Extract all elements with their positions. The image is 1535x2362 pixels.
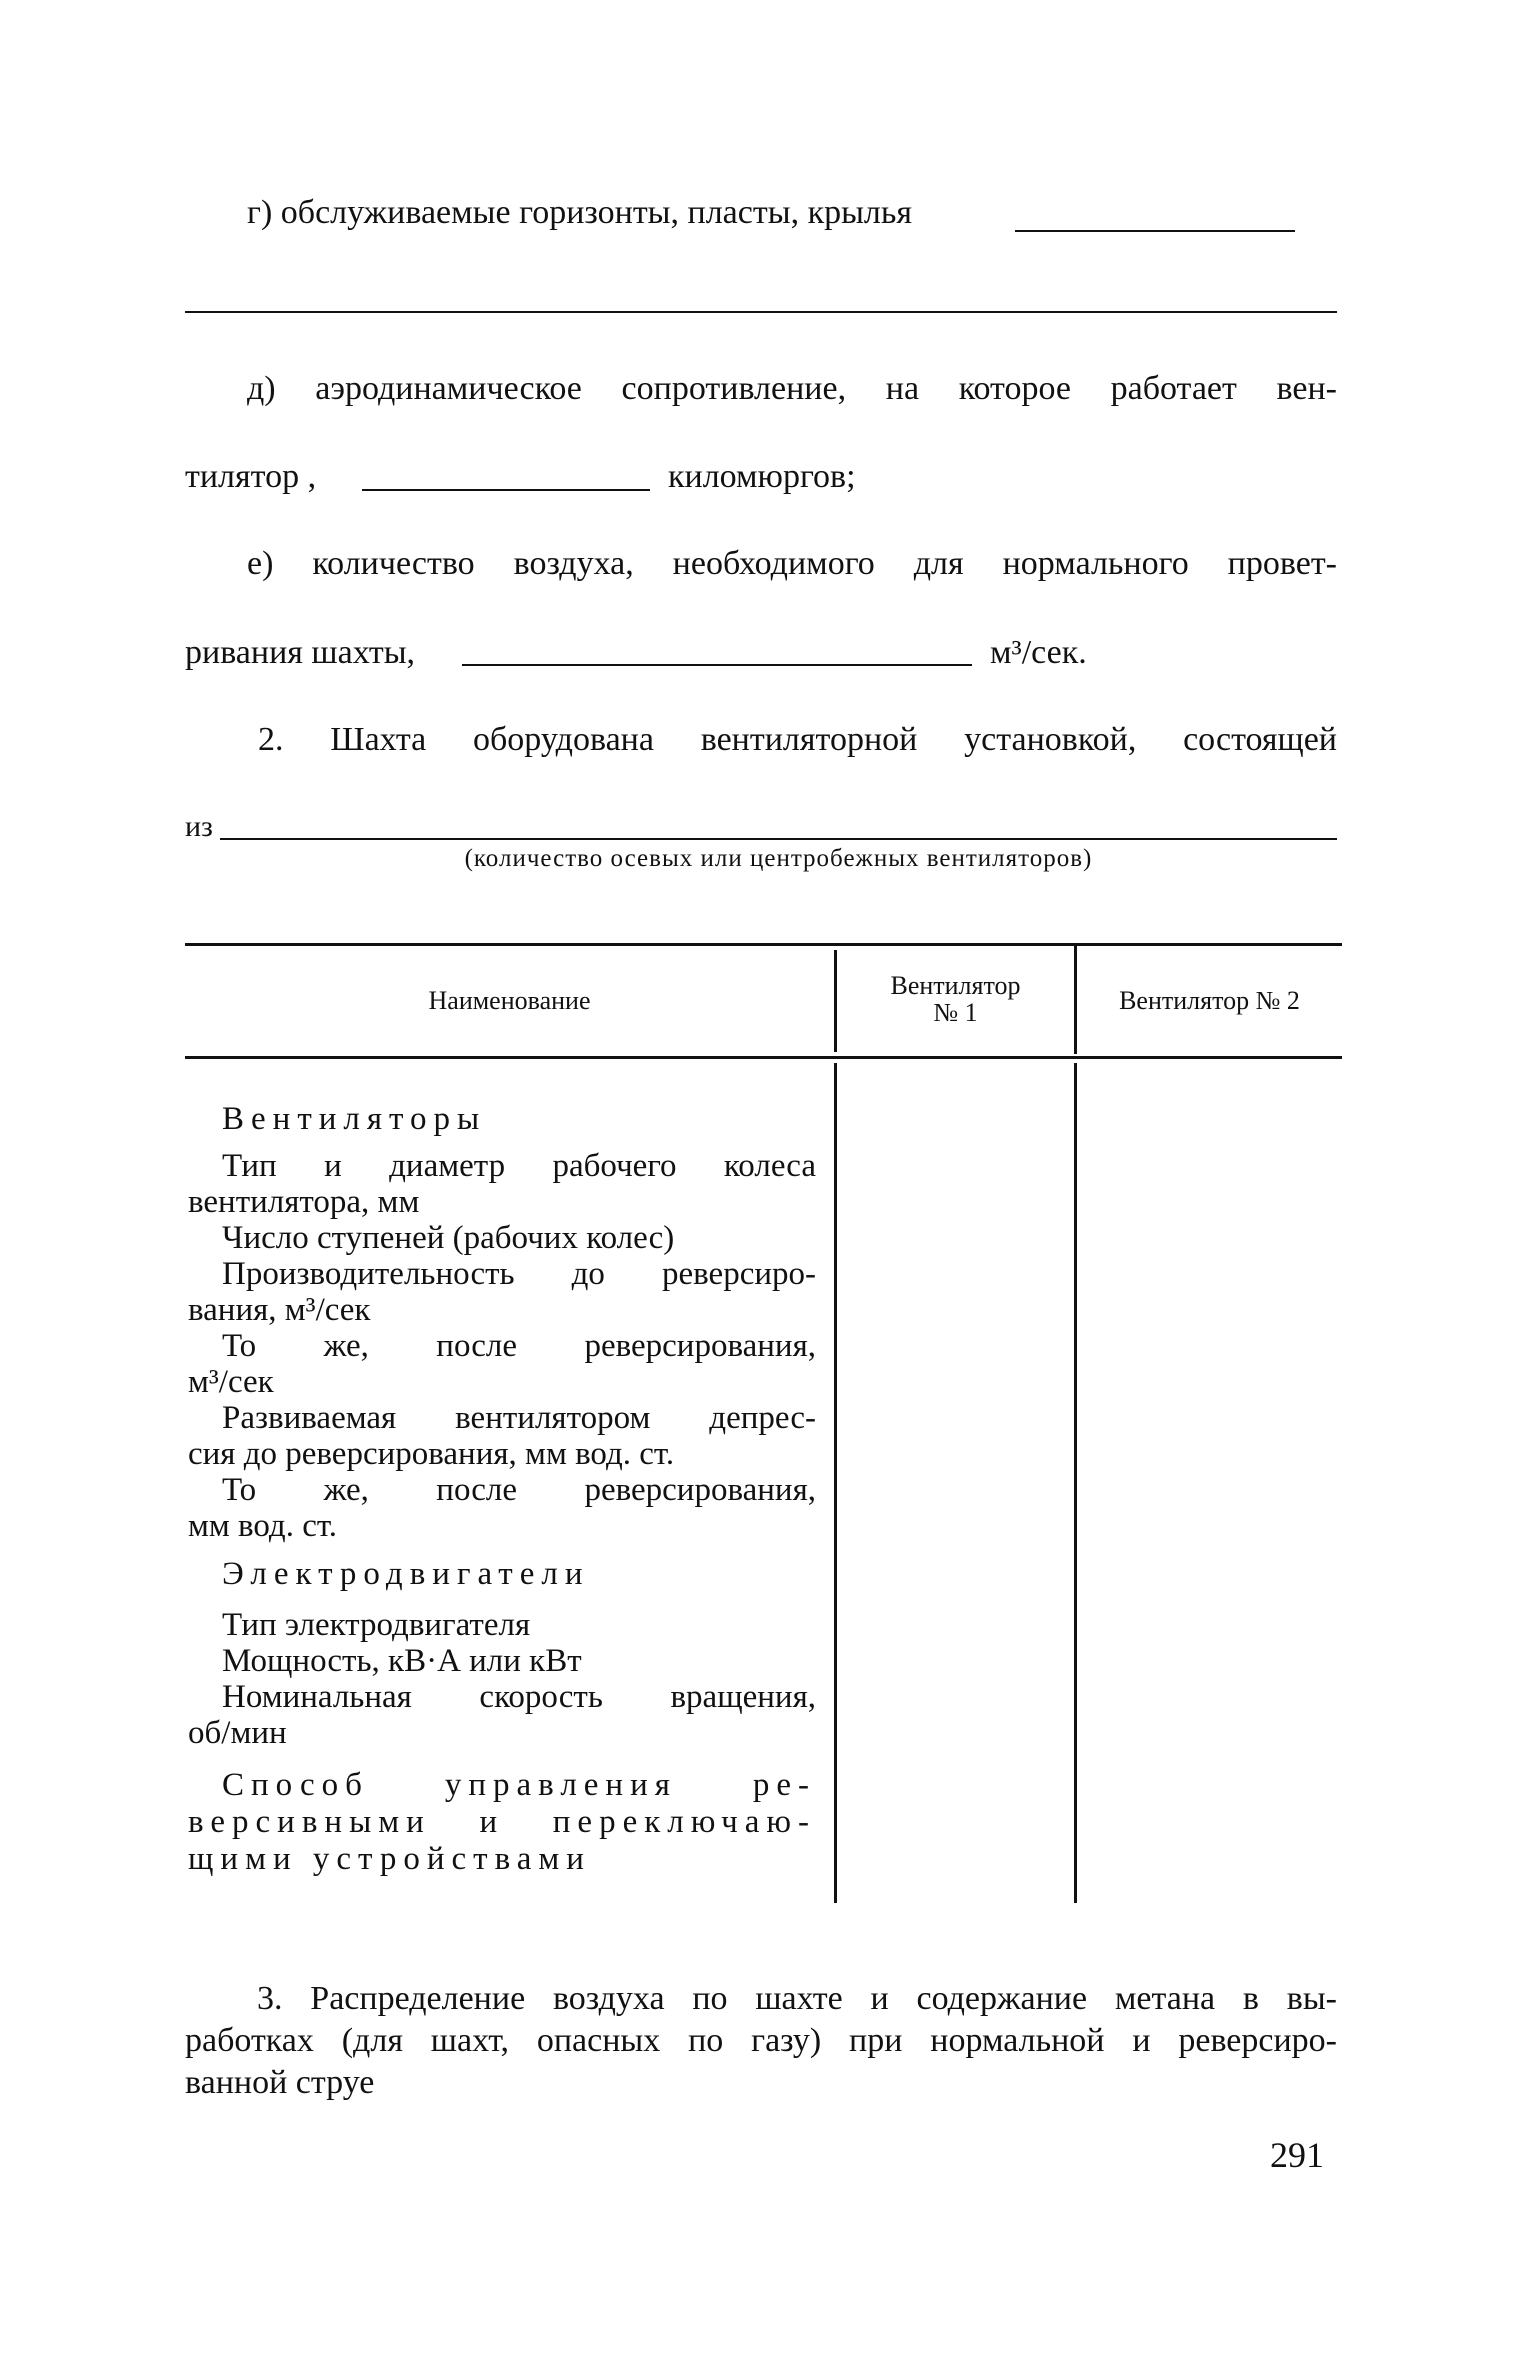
header-fan2: Вентилятор № 2 — [1119, 986, 1300, 1015]
unit-m3-sec: м³/сек. — [990, 634, 1087, 671]
page-number: 291 — [1270, 2135, 1324, 2175]
row-speed: Номинальная скорость вращения, об/мин — [188, 1679, 816, 1751]
row-power: Мощность, кВ·А или кВт — [222, 1643, 582, 1679]
column-divider-2 — [1074, 1063, 1077, 1903]
fill-line-g — [1015, 230, 1295, 232]
rows-motors — [188, 1607, 816, 1751]
item-e-line1: е) количество воздуха, необходимого для нормального провет- — [247, 545, 1337, 582]
row-control-method: Способ управления ре- версивными и переключаю- щими устройствами — [188, 1767, 816, 1877]
item-d-line1: д) аэродинамическое сопротивление, на которое работает вен- — [247, 370, 1337, 407]
row-type-diameter: Тип и диаметр рабочего колеса вентилятора, мм — [188, 1148, 816, 1220]
section3 — [185, 1978, 1337, 2104]
item-d-line2: тилятор , — [185, 458, 317, 495]
row-depression: Развиваемая вентилятором депрес- сия до реверсирования, мм вод. ст. — [188, 1400, 816, 1472]
group-fans: Вентиляторы — [222, 1101, 487, 1137]
section2-from: из — [185, 810, 213, 843]
fill-line-g-continued — [185, 311, 1337, 313]
row-depression-reversed: То же, после реверсирования, мм вод. ст. — [188, 1472, 816, 1544]
group-motors: Электродвигатели — [222, 1556, 590, 1592]
header-fan1-line2: № 1 — [933, 998, 978, 1027]
section3-line3: ванной струе — [185, 2064, 375, 2101]
section3-line2: работках (для шахт, опасных по газу) при нормальной и реверсиро- — [185, 2022, 1337, 2059]
row-stages: Число ступеней (рабочих колес) — [222, 1220, 675, 1256]
section2-line1: 2. Шахта оборудована вентиляторной установкой, состоящей — [258, 721, 1337, 758]
rows-fans — [188, 1148, 816, 1544]
fill-line-fans — [220, 838, 1337, 840]
item-g-text: г) обслуживаемые горизонты, пласты, крылья — [247, 194, 913, 231]
column-divider-1 — [834, 1063, 837, 1903]
table-header-rule — [185, 1056, 1342, 1059]
fill-line-e — [462, 664, 972, 666]
fill-caption: (количество осевых или центробежных вентиляторов) — [464, 845, 1093, 872]
row-capacity: Производительность до реверсиро- вания, м³/сек — [188, 1256, 816, 1328]
unit-kilomurg: киломюргов; — [668, 458, 856, 495]
header-fan1-line1: Вентилятор — [890, 971, 1021, 1000]
item-e-line2: ривания шахты, — [185, 634, 416, 671]
header-name: Наименование — [428, 986, 591, 1015]
row-motor-type: Тип электродвигателя — [222, 1607, 531, 1643]
table-top-rule — [185, 943, 1342, 946]
fill-line-d — [362, 489, 650, 491]
row-capacity-reversed: То же, после реверсирования, м³/сек — [188, 1328, 816, 1400]
section3-line1: 3. Распределение воздуха по шахте и содержание метана в вы- — [257, 1980, 1337, 2017]
